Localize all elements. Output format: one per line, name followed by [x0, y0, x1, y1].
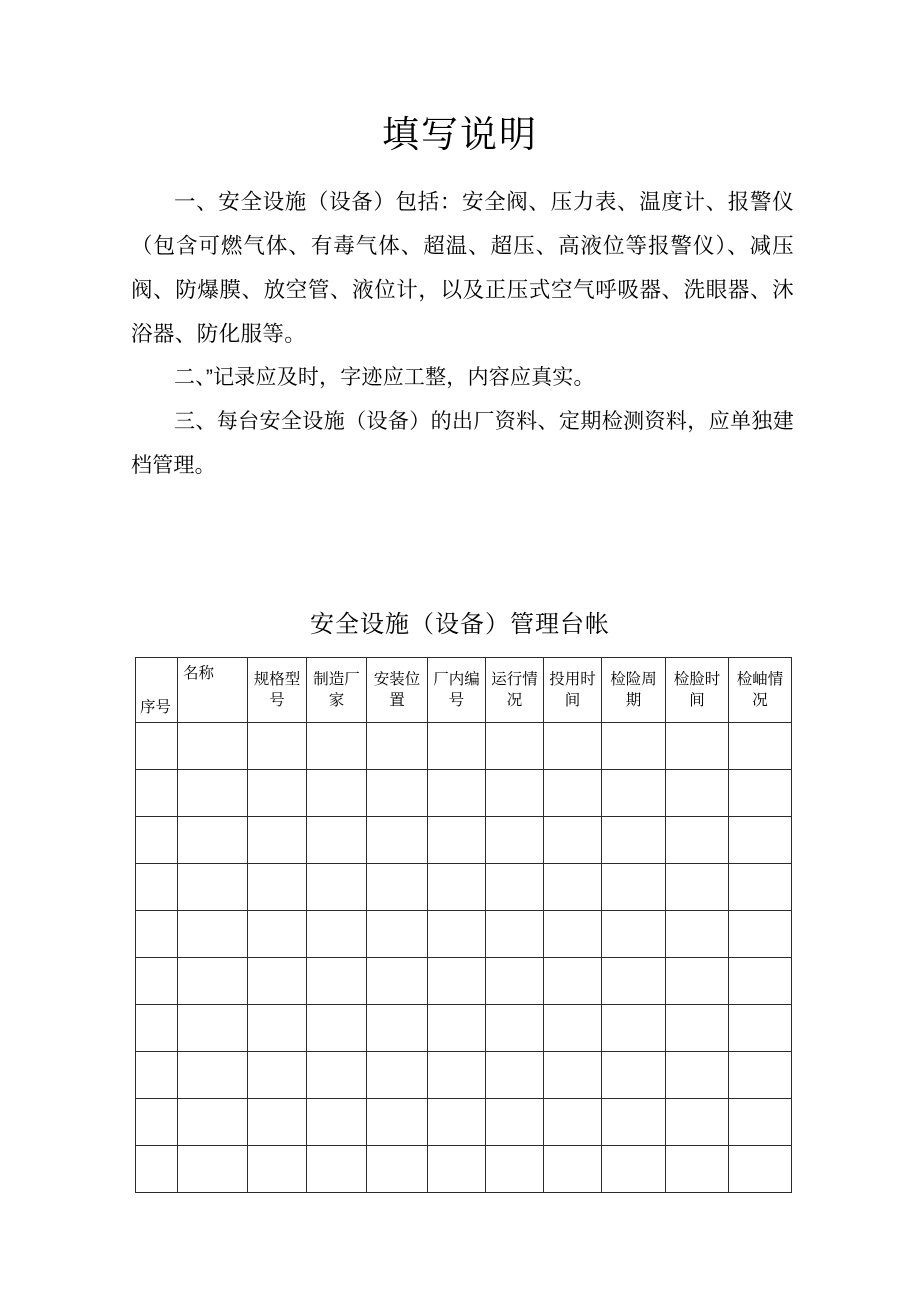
- table-cell[interactable]: [729, 1146, 792, 1193]
- table-cell[interactable]: [544, 817, 602, 864]
- table-cell[interactable]: [367, 1099, 428, 1146]
- table-cell[interactable]: [428, 723, 486, 770]
- table-cell[interactable]: [248, 1005, 307, 1052]
- table-cell[interactable]: [729, 911, 792, 958]
- table-cell[interactable]: [178, 958, 248, 1005]
- table-cell[interactable]: [136, 1099, 178, 1146]
- page-title: 填写说明: [382, 115, 538, 156]
- table-cell[interactable]: [486, 911, 544, 958]
- table-cell[interactable]: [602, 911, 666, 958]
- table-cell[interactable]: [428, 1005, 486, 1052]
- table-row: [136, 1005, 792, 1052]
- table-cell[interactable]: [602, 1052, 666, 1099]
- table-cell[interactable]: [178, 817, 248, 864]
- table-header-row: [136, 658, 792, 723]
- table-cell[interactable]: [544, 770, 602, 817]
- table-cell[interactable]: [666, 864, 729, 911]
- column-header-manufacturer: 制造厂家: [307, 658, 367, 723]
- table-cell[interactable]: [178, 770, 248, 817]
- column-header-model: 规格型号: [248, 658, 307, 723]
- table-cell[interactable]: [178, 1052, 248, 1099]
- ledger-table-container: [135, 657, 791, 1193]
- table-cell[interactable]: [428, 1146, 486, 1193]
- table-cell[interactable]: [428, 864, 486, 911]
- table-cell[interactable]: [307, 1146, 367, 1193]
- table-cell[interactable]: [428, 958, 486, 1005]
- table-cell[interactable]: [729, 864, 792, 911]
- table-cell[interactable]: [544, 911, 602, 958]
- table-cell[interactable]: [136, 911, 178, 958]
- table-cell[interactable]: [544, 1052, 602, 1099]
- table-cell[interactable]: [602, 1099, 666, 1146]
- table-cell[interactable]: [486, 1052, 544, 1099]
- table-cell[interactable]: [729, 1005, 792, 1052]
- table-cell[interactable]: [136, 1005, 178, 1052]
- table-cell[interactable]: [178, 1005, 248, 1052]
- table-cell[interactable]: [367, 1052, 428, 1099]
- table-cell[interactable]: [729, 817, 792, 864]
- table-row: [136, 911, 792, 958]
- column-header-name: 名称: [178, 658, 248, 723]
- column-header-inspection-cycle: 检险周期: [602, 658, 666, 723]
- instructions-block: [131, 180, 794, 488]
- table-cell[interactable]: [428, 911, 486, 958]
- table-cell[interactable]: [544, 1146, 602, 1193]
- table-cell[interactable]: [486, 1146, 544, 1193]
- column-header-commission-date: 投用时间: [544, 658, 602, 723]
- table-cell[interactable]: [248, 911, 307, 958]
- table-cell[interactable]: [178, 1099, 248, 1146]
- table-row: [136, 770, 792, 817]
- table-cell[interactable]: [428, 817, 486, 864]
- table-cell[interactable]: [367, 864, 428, 911]
- table-cell[interactable]: [178, 864, 248, 911]
- table-cell[interactable]: [666, 1052, 729, 1099]
- table-cell[interactable]: [428, 770, 486, 817]
- table-cell[interactable]: [307, 911, 367, 958]
- instruction-paragraph-3: 三、每台安全设施（设备）的出厂资料、定期检测资料，应单独建档管理。: [131, 410, 794, 477]
- table-cell[interactable]: [307, 770, 367, 817]
- table-cell[interactable]: [428, 1099, 486, 1146]
- table-body: [136, 723, 792, 1193]
- table-cell[interactable]: [367, 911, 428, 958]
- table-cell[interactable]: [666, 911, 729, 958]
- table-cell[interactable]: [428, 1052, 486, 1099]
- table-cell[interactable]: [136, 1052, 178, 1099]
- table-cell[interactable]: [602, 958, 666, 1005]
- table-cell[interactable]: [729, 1052, 792, 1099]
- table-cell[interactable]: [307, 1099, 367, 1146]
- table-row: [136, 1052, 792, 1099]
- table-cell[interactable]: [307, 723, 367, 770]
- table-cell[interactable]: [544, 958, 602, 1005]
- column-header-location: 安装位置: [367, 658, 428, 723]
- table-cell[interactable]: [729, 1099, 792, 1146]
- table-cell[interactable]: [666, 770, 729, 817]
- table-row: [136, 864, 792, 911]
- table-cell[interactable]: [486, 770, 544, 817]
- table-cell[interactable]: [666, 723, 729, 770]
- table-cell[interactable]: [666, 958, 729, 1005]
- table-row: [136, 1146, 792, 1193]
- table-cell[interactable]: [544, 723, 602, 770]
- table-cell[interactable]: [602, 723, 666, 770]
- table-cell[interactable]: [666, 1146, 729, 1193]
- table-cell[interactable]: [178, 911, 248, 958]
- table-cell[interactable]: [367, 770, 428, 817]
- table-row: [136, 723, 792, 770]
- table-row: [136, 817, 792, 864]
- table-cell[interactable]: [307, 1005, 367, 1052]
- table-cell[interactable]: [136, 864, 178, 911]
- safety-facility-ledger-table: [135, 657, 792, 1193]
- table-cell[interactable]: [178, 723, 248, 770]
- table-cell[interactable]: [602, 1005, 666, 1052]
- table-cell[interactable]: [307, 1052, 367, 1099]
- table-cell[interactable]: [602, 817, 666, 864]
- table-cell[interactable]: [136, 1146, 178, 1193]
- table-cell[interactable]: [136, 770, 178, 817]
- table-cell[interactable]: [544, 1099, 602, 1146]
- table-row: [136, 958, 792, 1005]
- table-cell[interactable]: [367, 1146, 428, 1193]
- table-cell[interactable]: [544, 1005, 602, 1052]
- column-header-sequence: 序号: [136, 658, 178, 723]
- table-cell[interactable]: [729, 958, 792, 1005]
- table-cell[interactable]: [367, 1005, 428, 1052]
- table-cell[interactable]: [367, 817, 428, 864]
- table-cell[interactable]: [729, 723, 792, 770]
- table-cell[interactable]: [367, 958, 428, 1005]
- table-cell[interactable]: [729, 770, 792, 817]
- table-cell[interactable]: [248, 1099, 307, 1146]
- table-cell[interactable]: [666, 1005, 729, 1052]
- column-header-plant-number: 厂内编号: [428, 658, 486, 723]
- table-cell[interactable]: [307, 958, 367, 1005]
- table-cell[interactable]: [248, 1146, 307, 1193]
- table-cell[interactable]: [248, 864, 307, 911]
- instruction-paragraph-2: 二、”记录应及时，字迹应工整，内容应真实。: [174, 366, 595, 389]
- table-cell[interactable]: [136, 817, 178, 864]
- table-cell[interactable]: [178, 1146, 248, 1193]
- column-header-operating-status: 运行情况: [486, 658, 544, 723]
- table-cell[interactable]: [602, 770, 666, 817]
- table-cell[interactable]: [248, 1052, 307, 1099]
- table-cell[interactable]: [486, 723, 544, 770]
- table-cell[interactable]: [544, 864, 602, 911]
- column-header-inspection-date: 检脸时间: [666, 658, 729, 723]
- table-cell[interactable]: [486, 1005, 544, 1052]
- table-cell[interactable]: [602, 1146, 666, 1193]
- table-row: [136, 1099, 792, 1146]
- table-cell[interactable]: [602, 864, 666, 911]
- table-cell[interactable]: [248, 817, 307, 864]
- instruction-paragraph-1: 一、安全设施（设备）包括：安全阀、压力表、温度计、报警仪（包含可燃气体、有毒气体、超温、超压、高液位等报警仪）、减压阀、防爆膜、放空管、液位计，以及正压式空气呼吸器、洗眼器、沐浴器、防化服等。: [131, 190, 794, 346]
- table-cell[interactable]: [666, 817, 729, 864]
- table-caption: 安全设施（设备）管理台帐: [310, 612, 610, 638]
- table-cell[interactable]: [248, 723, 307, 770]
- table-cell[interactable]: [136, 723, 178, 770]
- table-cell[interactable]: [486, 958, 544, 1005]
- table-cell[interactable]: [666, 1099, 729, 1146]
- table-cell[interactable]: [307, 864, 367, 911]
- table-cell[interactable]: [136, 958, 178, 1005]
- table-cell[interactable]: [307, 817, 367, 864]
- table-cell[interactable]: [486, 817, 544, 864]
- column-header-inspection-status: 检岫情况: [729, 658, 792, 723]
- table-cell[interactable]: [486, 1099, 544, 1146]
- table-cell[interactable]: [367, 723, 428, 770]
- table-cell[interactable]: [248, 770, 307, 817]
- table-cell[interactable]: [486, 864, 544, 911]
- table-cell[interactable]: [248, 958, 307, 1005]
